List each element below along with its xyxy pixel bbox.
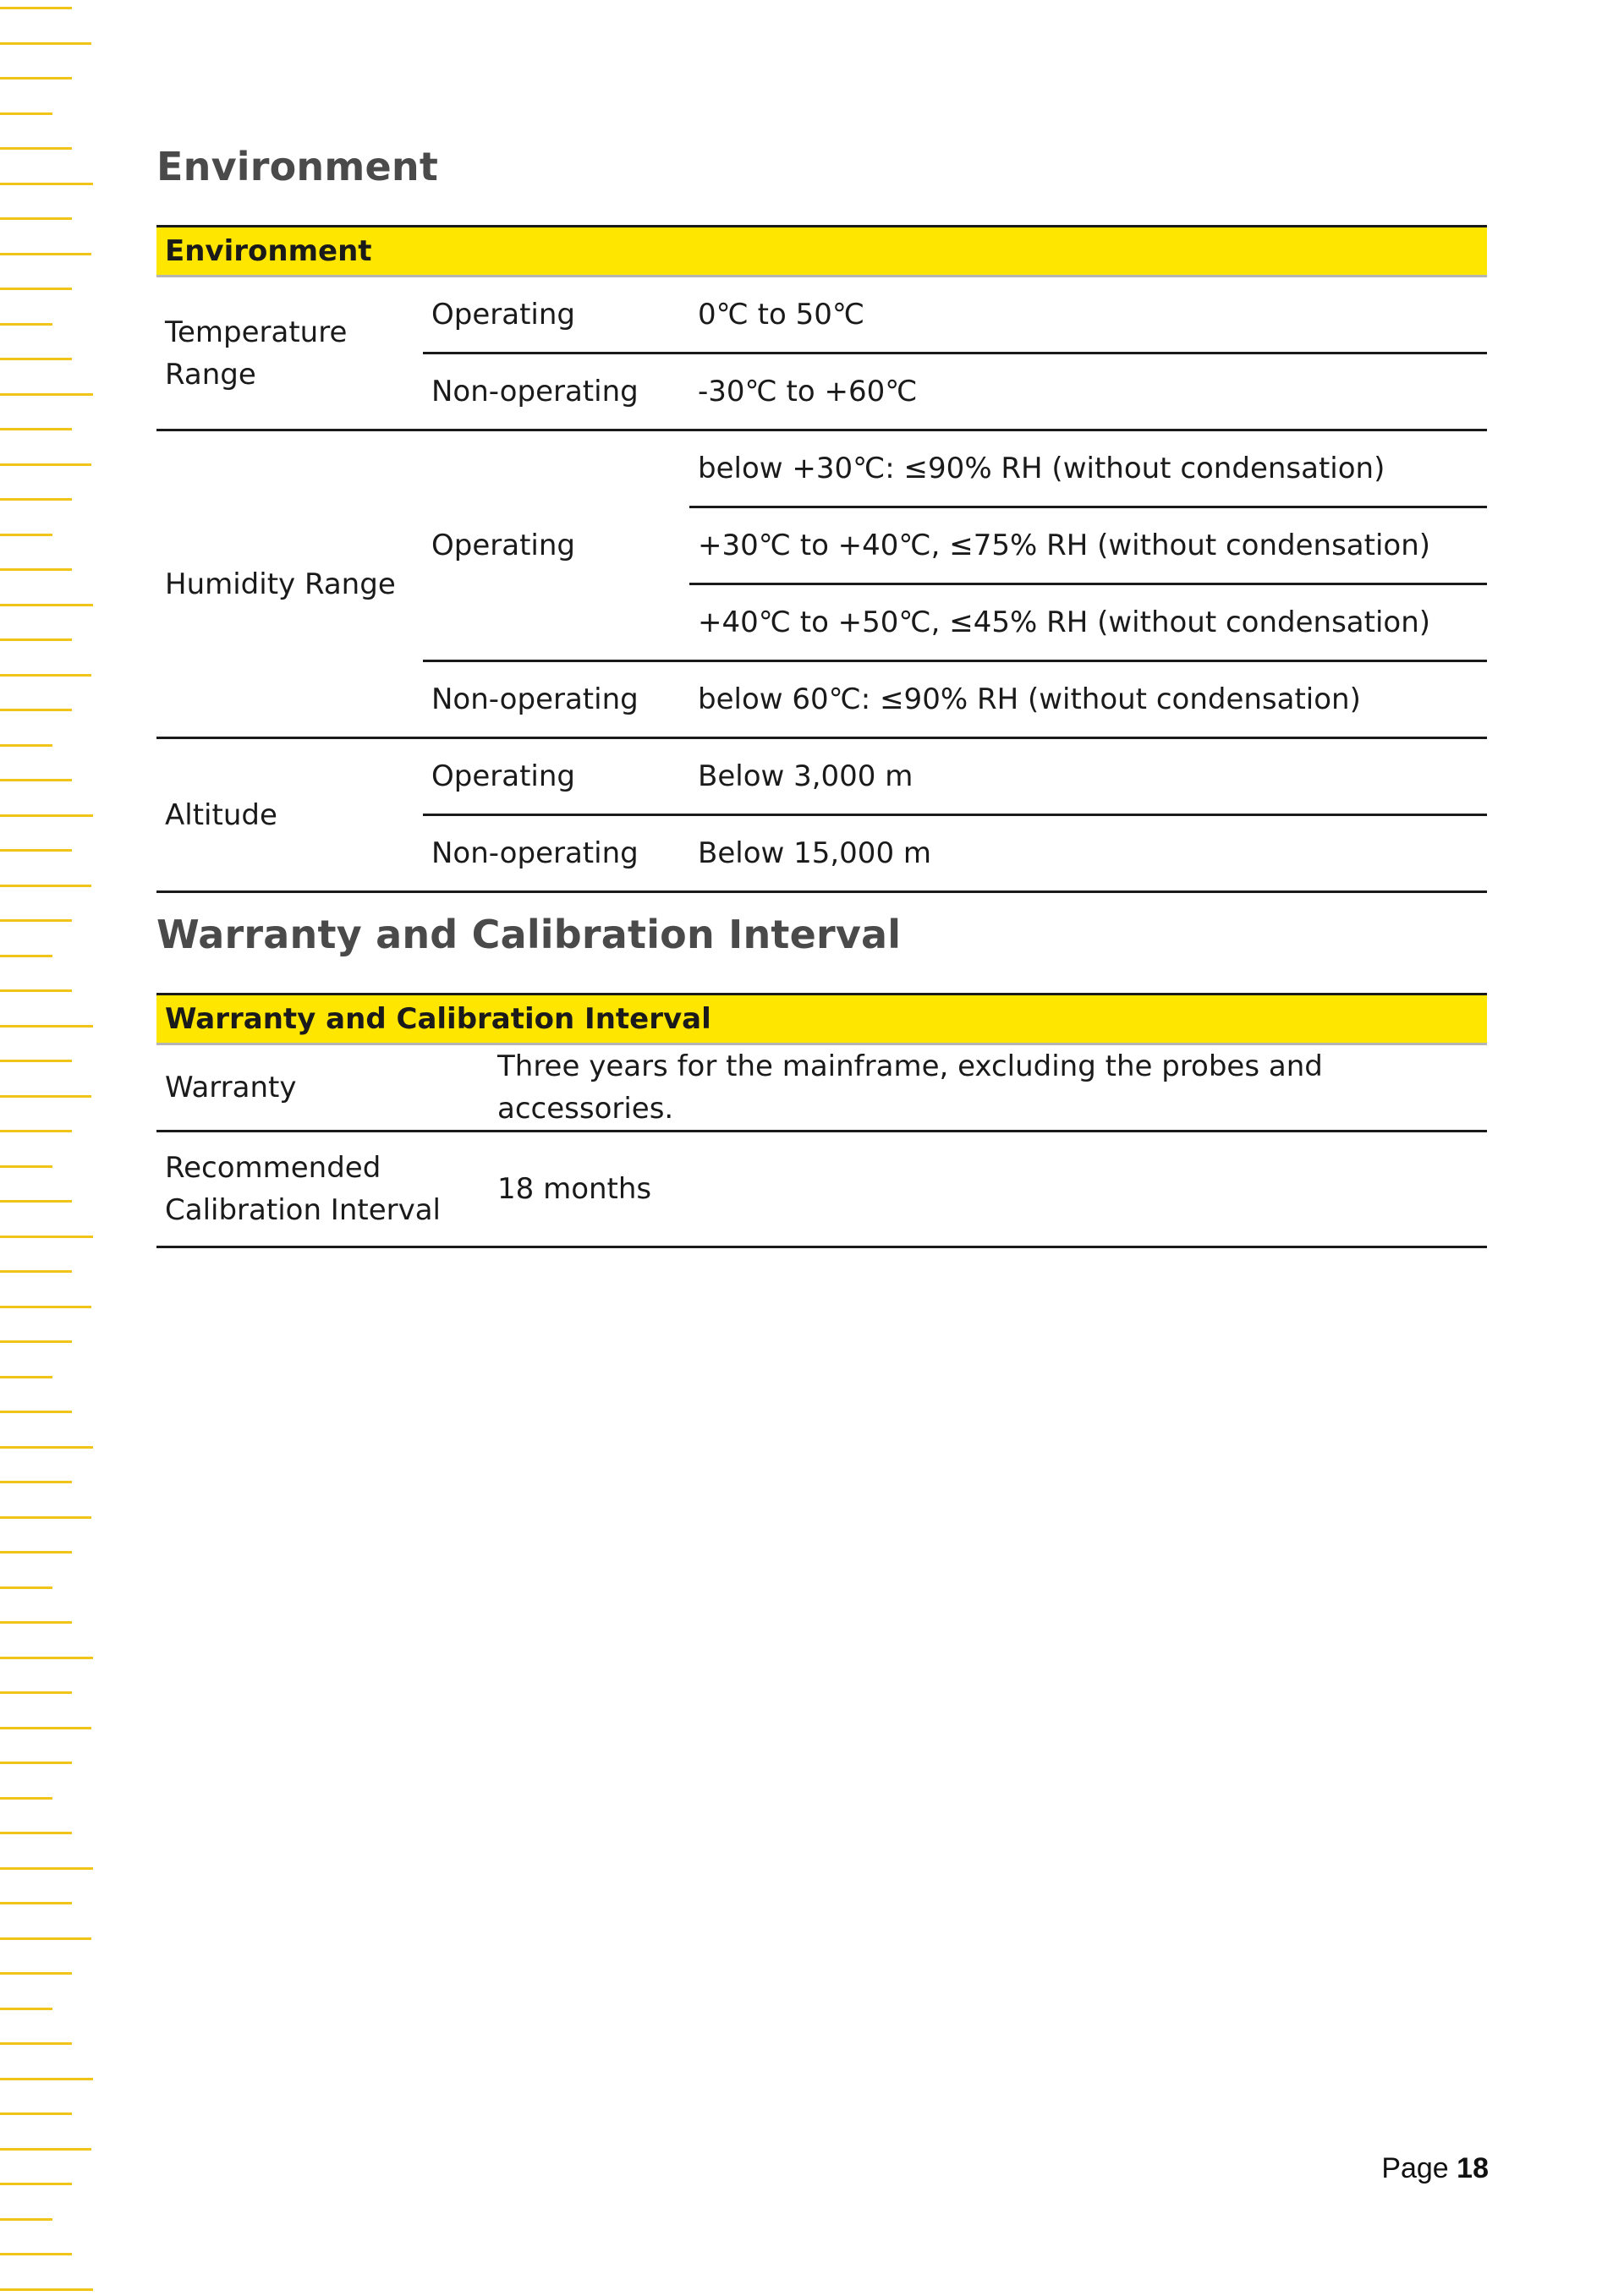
margin-dash <box>0 1236 93 1238</box>
table-row <box>156 1132 1487 1247</box>
margin-dash <box>0 393 93 396</box>
margin-dash <box>0 1270 72 1273</box>
environment-table <box>156 225 1487 893</box>
humidity-operating-value: +40℃ to +50℃, ≤45% RH (without condensation) <box>689 584 1487 661</box>
page-number: 18 <box>1457 2152 1489 2184</box>
margin-dash <box>0 2112 72 2115</box>
altitude-nonoperating-value: Below 15,000 m <box>689 815 1487 892</box>
temperature-operating-label: Operating <box>423 277 689 353</box>
margin-dash <box>0 1832 72 1834</box>
margin-dash <box>0 2288 93 2291</box>
margin-dash <box>0 1340 72 1343</box>
margin-dash <box>0 1200 72 1203</box>
altitude-operating-value: Below 3,000 m <box>689 738 1487 815</box>
warranty-label: Warranty <box>156 1044 489 1132</box>
margin-dash <box>0 1025 93 1027</box>
warranty-table <box>156 993 1487 1248</box>
margin-dash <box>0 463 91 466</box>
margin-dash <box>0 2042 72 2045</box>
page-footer <box>1320 2152 1489 2185</box>
margin-dash <box>0 1762 72 1764</box>
environment-section-title: Environment <box>156 144 439 189</box>
altitude-label: Altitude <box>156 738 423 892</box>
temperature-nonoperating-value: -30℃ to +60℃ <box>689 353 1487 430</box>
environment-table-header: Environment <box>156 227 1487 277</box>
margin-dash <box>0 2008 52 2010</box>
margin-dash <box>0 42 91 45</box>
margin-dash <box>0 849 72 852</box>
margin-dash <box>0 77 72 79</box>
temperature-nonoperating-label: Non-operating <box>423 353 689 430</box>
margin-dash <box>0 2183 72 2185</box>
margin-dash <box>0 1306 91 1308</box>
margin-dash <box>0 1972 72 1975</box>
margin-dash <box>0 1797 52 1800</box>
warranty-table-header: Warranty and Calibration Interval <box>156 995 1487 1044</box>
margin-dash <box>0 1130 72 1132</box>
calibration-interval-value: 18 months <box>489 1132 1487 1247</box>
margin-dash <box>0 1446 93 1449</box>
temperature-operating-value: 0℃ to 50℃ <box>689 277 1487 353</box>
margin-dash <box>0 2253 72 2255</box>
humidity-nonoperating-value: below 60℃: ≤90% RH (without condensation) <box>689 661 1487 738</box>
margin-dash <box>0 779 72 781</box>
margin-dash <box>0 1411 72 1413</box>
margin-dash <box>0 955 52 957</box>
table-row <box>156 1044 1487 1132</box>
margin-dash <box>0 1516 91 1519</box>
humidity-nonoperating-label: Non-operating <box>423 661 689 738</box>
table-row <box>156 277 1487 353</box>
altitude-nonoperating-label: Non-operating <box>423 815 689 892</box>
margin-dash <box>0 1481 72 1483</box>
margin-dash <box>0 989 72 992</box>
page-label: Page <box>1381 2152 1449 2184</box>
margin-dash <box>0 709 72 711</box>
margin-dash <box>0 323 52 326</box>
humidity-operating-value: below +30℃: ≤90% RH (without condensation) <box>689 430 1487 507</box>
margin-dash <box>0 7 72 9</box>
warranty-section-title: Warranty and Calibration Interval <box>156 912 902 957</box>
humidity-range-label: Humidity Range <box>156 430 423 738</box>
margin-decoration <box>0 0 102 2296</box>
humidity-operating-value: +30℃ to +40℃, ≤75% RH (without condensation) <box>689 507 1487 584</box>
altitude-operating-label: Operating <box>423 738 689 815</box>
margin-dash <box>0 428 72 430</box>
margin-dash <box>0 1621 72 1624</box>
margin-dash <box>0 1586 52 1589</box>
margin-dash <box>0 814 93 817</box>
margin-dash <box>0 1937 91 1940</box>
margin-dash <box>0 112 52 115</box>
margin-dash <box>0 1867 93 1870</box>
margin-dash <box>0 744 52 747</box>
margin-dash <box>0 183 93 185</box>
margin-dash <box>0 919 72 922</box>
margin-dash <box>0 1551 72 1553</box>
margin-dash <box>0 1060 72 1062</box>
margin-dash <box>0 1095 91 1098</box>
margin-dash <box>0 534 52 536</box>
margin-dash <box>0 358 72 360</box>
margin-dash <box>0 885 91 887</box>
temperature-range-label: Temperature Range <box>156 277 423 430</box>
margin-dash <box>0 674 91 677</box>
table-header-row <box>156 227 1487 277</box>
margin-dash <box>0 1376 52 1378</box>
margin-dash <box>0 288 72 290</box>
margin-dash <box>0 638 72 641</box>
margin-dash <box>0 2078 93 2080</box>
table-header-row <box>156 995 1487 1044</box>
margin-dash <box>0 1657 93 1659</box>
margin-dash <box>0 2148 91 2151</box>
margin-dash <box>0 1727 91 1729</box>
margin-dash <box>0 1165 52 1168</box>
margin-dash <box>0 217 72 220</box>
table-row <box>156 738 1487 815</box>
margin-dash <box>0 1691 72 1694</box>
margin-dash <box>0 1902 72 1904</box>
warranty-value: Three years for the mainframe, excluding the probes and accessories. <box>489 1044 1487 1132</box>
margin-dash <box>0 147 72 150</box>
margin-dash <box>0 253 91 255</box>
calibration-interval-label: Recommended Calibration Interval <box>156 1132 489 1247</box>
margin-dash <box>0 2218 52 2221</box>
margin-dash <box>0 498 72 501</box>
margin-dash <box>0 568 72 571</box>
humidity-operating-label: Operating <box>423 430 689 661</box>
margin-dash <box>0 604 93 606</box>
table-row <box>156 430 1487 507</box>
